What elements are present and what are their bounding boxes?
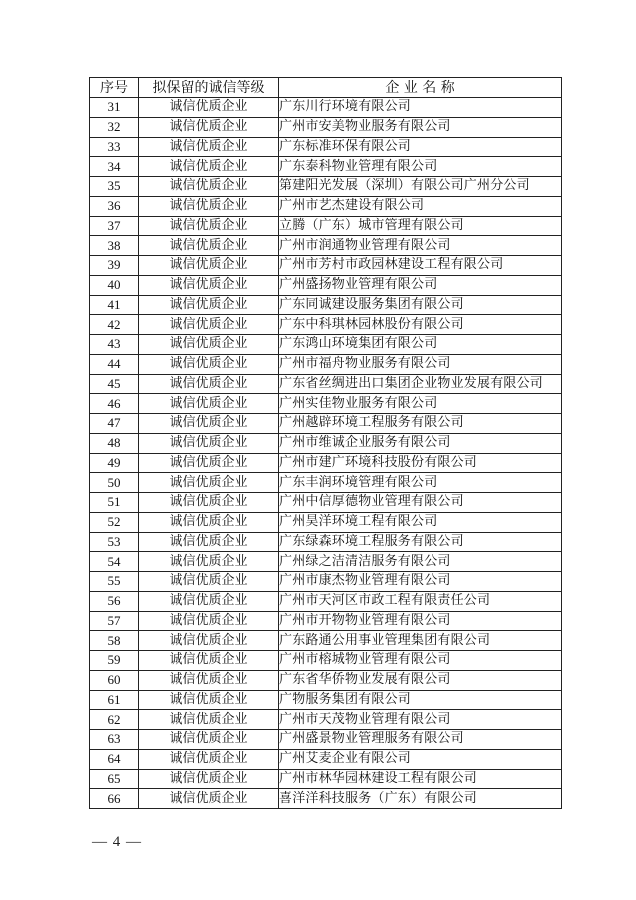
page-number: — 4 — <box>92 834 142 850</box>
table-row <box>90 256 562 276</box>
row-company-name: 广州市天河区市政工程有限责任公司 <box>279 591 562 611</box>
row-company-name: 广东路通公用事业管理集团有限公司 <box>279 631 562 651</box>
row-credit-grade: 诚信优质企业 <box>139 611 279 631</box>
table-row <box>90 710 562 730</box>
row-serial-number: 40 <box>90 275 139 295</box>
row-company-name: 广州市芳村市政园林建设工程有限公司 <box>279 256 562 276</box>
row-company-name: 广东同诚建设服务集团有限公司 <box>279 295 562 315</box>
table-row <box>90 196 562 216</box>
table-row <box>90 394 562 414</box>
table-row <box>90 275 562 295</box>
row-serial-number: 63 <box>90 730 139 750</box>
row-credit-grade: 诚信优质企业 <box>139 473 279 493</box>
row-company-name: 广东绿森环境工程服务有限公司 <box>279 532 562 552</box>
table-row <box>90 137 562 157</box>
row-credit-grade: 诚信优质企业 <box>139 335 279 355</box>
table-row <box>90 651 562 671</box>
row-credit-grade: 诚信优质企业 <box>139 512 279 532</box>
row-credit-grade: 诚信优质企业 <box>139 137 279 157</box>
row-company-name: 广州盛扬物业管理有限公司 <box>279 275 562 295</box>
row-company-name: 广州市榕城物业管理有限公司 <box>279 651 562 671</box>
row-credit-grade: 诚信优质企业 <box>139 374 279 394</box>
row-serial-number: 54 <box>90 552 139 572</box>
table-row <box>90 453 562 473</box>
row-credit-grade: 诚信优质企业 <box>139 216 279 236</box>
row-serial-number: 38 <box>90 236 139 256</box>
row-credit-grade: 诚信优质企业 <box>139 493 279 513</box>
row-credit-grade: 诚信优质企业 <box>139 177 279 197</box>
row-credit-grade: 诚信优质企业 <box>139 651 279 671</box>
header-credit-grade: 拟保留的诚信等级 <box>139 78 279 98</box>
table-row <box>90 433 562 453</box>
table-row <box>90 493 562 513</box>
row-credit-grade: 诚信优质企业 <box>139 552 279 572</box>
row-serial-number: 61 <box>90 690 139 710</box>
row-company-name: 立腾（广东）城市管理有限公司 <box>279 216 562 236</box>
row-credit-grade: 诚信优质企业 <box>139 157 279 177</box>
row-credit-grade: 诚信优质企业 <box>139 98 279 118</box>
row-serial-number: 42 <box>90 315 139 335</box>
row-serial-number: 45 <box>90 374 139 394</box>
table-row <box>90 631 562 651</box>
row-serial-number: 36 <box>90 196 139 216</box>
table-row <box>90 473 562 493</box>
row-credit-grade: 诚信优质企业 <box>139 236 279 256</box>
row-company-name: 广东鸿山环境集团有限公司 <box>279 335 562 355</box>
row-credit-grade: 诚信优质企业 <box>139 394 279 414</box>
row-company-name: 广州市福舟物业服务有限公司 <box>279 354 562 374</box>
row-company-name: 广东省丝绸进出口集团企业物业发展有限公司 <box>279 374 562 394</box>
row-credit-grade: 诚信优质企业 <box>139 117 279 137</box>
row-serial-number: 60 <box>90 670 139 690</box>
row-company-name: 广州市林华园林建设工程有限公司 <box>279 769 562 789</box>
row-serial-number: 37 <box>90 216 139 236</box>
row-company-name: 广州市康杰物业管理有限公司 <box>279 572 562 592</box>
row-credit-grade: 诚信优质企业 <box>139 354 279 374</box>
row-credit-grade: 诚信优质企业 <box>139 414 279 434</box>
table-row <box>90 611 562 631</box>
header-serial-number: 序号 <box>90 78 139 98</box>
row-company-name: 广州市建广环境科技股份有限公司 <box>279 453 562 473</box>
table-row <box>90 789 562 809</box>
row-credit-grade: 诚信优质企业 <box>139 670 279 690</box>
row-credit-grade: 诚信优质企业 <box>139 749 279 769</box>
row-serial-number: 59 <box>90 651 139 671</box>
table-row <box>90 117 562 137</box>
row-serial-number: 58 <box>90 631 139 651</box>
row-company-name: 广东泰科物业管理有限公司 <box>279 157 562 177</box>
row-serial-number: 57 <box>90 611 139 631</box>
row-serial-number: 44 <box>90 354 139 374</box>
table-row <box>90 157 562 177</box>
table-row <box>90 749 562 769</box>
row-company-name: 第建阳光发展（深圳）有限公司广州分公司 <box>279 177 562 197</box>
row-credit-grade: 诚信优质企业 <box>139 295 279 315</box>
table-row <box>90 177 562 197</box>
row-credit-grade: 诚信优质企业 <box>139 789 279 809</box>
row-serial-number: 43 <box>90 335 139 355</box>
row-serial-number: 55 <box>90 572 139 592</box>
row-company-name: 广东川行环境有限公司 <box>279 98 562 118</box>
table-row <box>90 670 562 690</box>
row-credit-grade: 诚信优质企业 <box>139 433 279 453</box>
row-company-name: 广州越辟环境工程服务有限公司 <box>279 414 562 434</box>
row-serial-number: 52 <box>90 512 139 532</box>
table-row <box>90 374 562 394</box>
row-credit-grade: 诚信优质企业 <box>139 572 279 592</box>
row-serial-number: 34 <box>90 157 139 177</box>
row-credit-grade: 诚信优质企业 <box>139 315 279 335</box>
row-company-name: 广州昊洋环境工程有限公司 <box>279 512 562 532</box>
row-serial-number: 66 <box>90 789 139 809</box>
row-company-name: 广州绿之洁清洁服务有限公司 <box>279 552 562 572</box>
row-serial-number: 46 <box>90 394 139 414</box>
row-serial-number: 32 <box>90 117 139 137</box>
table-row <box>90 690 562 710</box>
table-row <box>90 512 562 532</box>
row-company-name: 广州市润通物业管理有限公司 <box>279 236 562 256</box>
credit-grade-table <box>89 77 562 809</box>
row-company-name: 广州市安美物业服务有限公司 <box>279 117 562 137</box>
row-company-name: 喜洋洋科技服务（广东）有限公司 <box>279 789 562 809</box>
row-company-name: 广州市艺杰建设有限公司 <box>279 196 562 216</box>
row-serial-number: 48 <box>90 433 139 453</box>
row-credit-grade: 诚信优质企业 <box>139 710 279 730</box>
row-serial-number: 64 <box>90 749 139 769</box>
table-row <box>90 236 562 256</box>
row-credit-grade: 诚信优质企业 <box>139 275 279 295</box>
table-row <box>90 315 562 335</box>
table-row <box>90 295 562 315</box>
table-row <box>90 591 562 611</box>
row-credit-grade: 诚信优质企业 <box>139 631 279 651</box>
row-credit-grade: 诚信优质企业 <box>139 769 279 789</box>
table-row <box>90 216 562 236</box>
row-serial-number: 65 <box>90 769 139 789</box>
row-serial-number: 31 <box>90 98 139 118</box>
row-company-name: 广州艾麦企业有限公司 <box>279 749 562 769</box>
row-serial-number: 39 <box>90 256 139 276</box>
row-company-name: 广州实佳物业服务有限公司 <box>279 394 562 414</box>
table-row <box>90 532 562 552</box>
row-company-name: 广东标准环保有限公司 <box>279 137 562 157</box>
row-serial-number: 51 <box>90 493 139 513</box>
row-company-name: 广东中科琪林园林股份有限公司 <box>279 315 562 335</box>
row-serial-number: 50 <box>90 473 139 493</box>
row-company-name: 广州市天茂物业管理有限公司 <box>279 710 562 730</box>
table-row <box>90 572 562 592</box>
table-row <box>90 769 562 789</box>
row-serial-number: 62 <box>90 710 139 730</box>
row-company-name: 广东省华侨物业发展有限公司 <box>279 670 562 690</box>
table-body <box>90 98 562 809</box>
row-company-name: 广东丰润环境管理有限公司 <box>279 473 562 493</box>
header-company-name: 企 业 名 称 <box>279 78 562 98</box>
table-row <box>90 552 562 572</box>
row-credit-grade: 诚信优质企业 <box>139 453 279 473</box>
table-row <box>90 730 562 750</box>
row-company-name: 广州盛景物业管理服务有限公司 <box>279 730 562 750</box>
row-credit-grade: 诚信优质企业 <box>139 196 279 216</box>
table-row <box>90 354 562 374</box>
row-credit-grade: 诚信优质企业 <box>139 532 279 552</box>
row-credit-grade: 诚信优质企业 <box>139 730 279 750</box>
row-credit-grade: 诚信优质企业 <box>139 690 279 710</box>
table-row <box>90 335 562 355</box>
row-serial-number: 53 <box>90 532 139 552</box>
row-serial-number: 33 <box>90 137 139 157</box>
table-header-row <box>90 78 562 98</box>
row-company-name: 广州市维诚企业服务有限公司 <box>279 433 562 453</box>
row-company-name: 广物服务集团有限公司 <box>279 690 562 710</box>
row-serial-number: 56 <box>90 591 139 611</box>
table-row <box>90 414 562 434</box>
row-serial-number: 49 <box>90 453 139 473</box>
table-row <box>90 98 562 118</box>
row-company-name: 广州中信厚德物业管理有限公司 <box>279 493 562 513</box>
row-credit-grade: 诚信优质企业 <box>139 256 279 276</box>
row-serial-number: 35 <box>90 177 139 197</box>
row-company-name: 广州市开物物业管理有限公司 <box>279 611 562 631</box>
row-serial-number: 41 <box>90 295 139 315</box>
row-serial-number: 47 <box>90 414 139 434</box>
row-credit-grade: 诚信优质企业 <box>139 591 279 611</box>
